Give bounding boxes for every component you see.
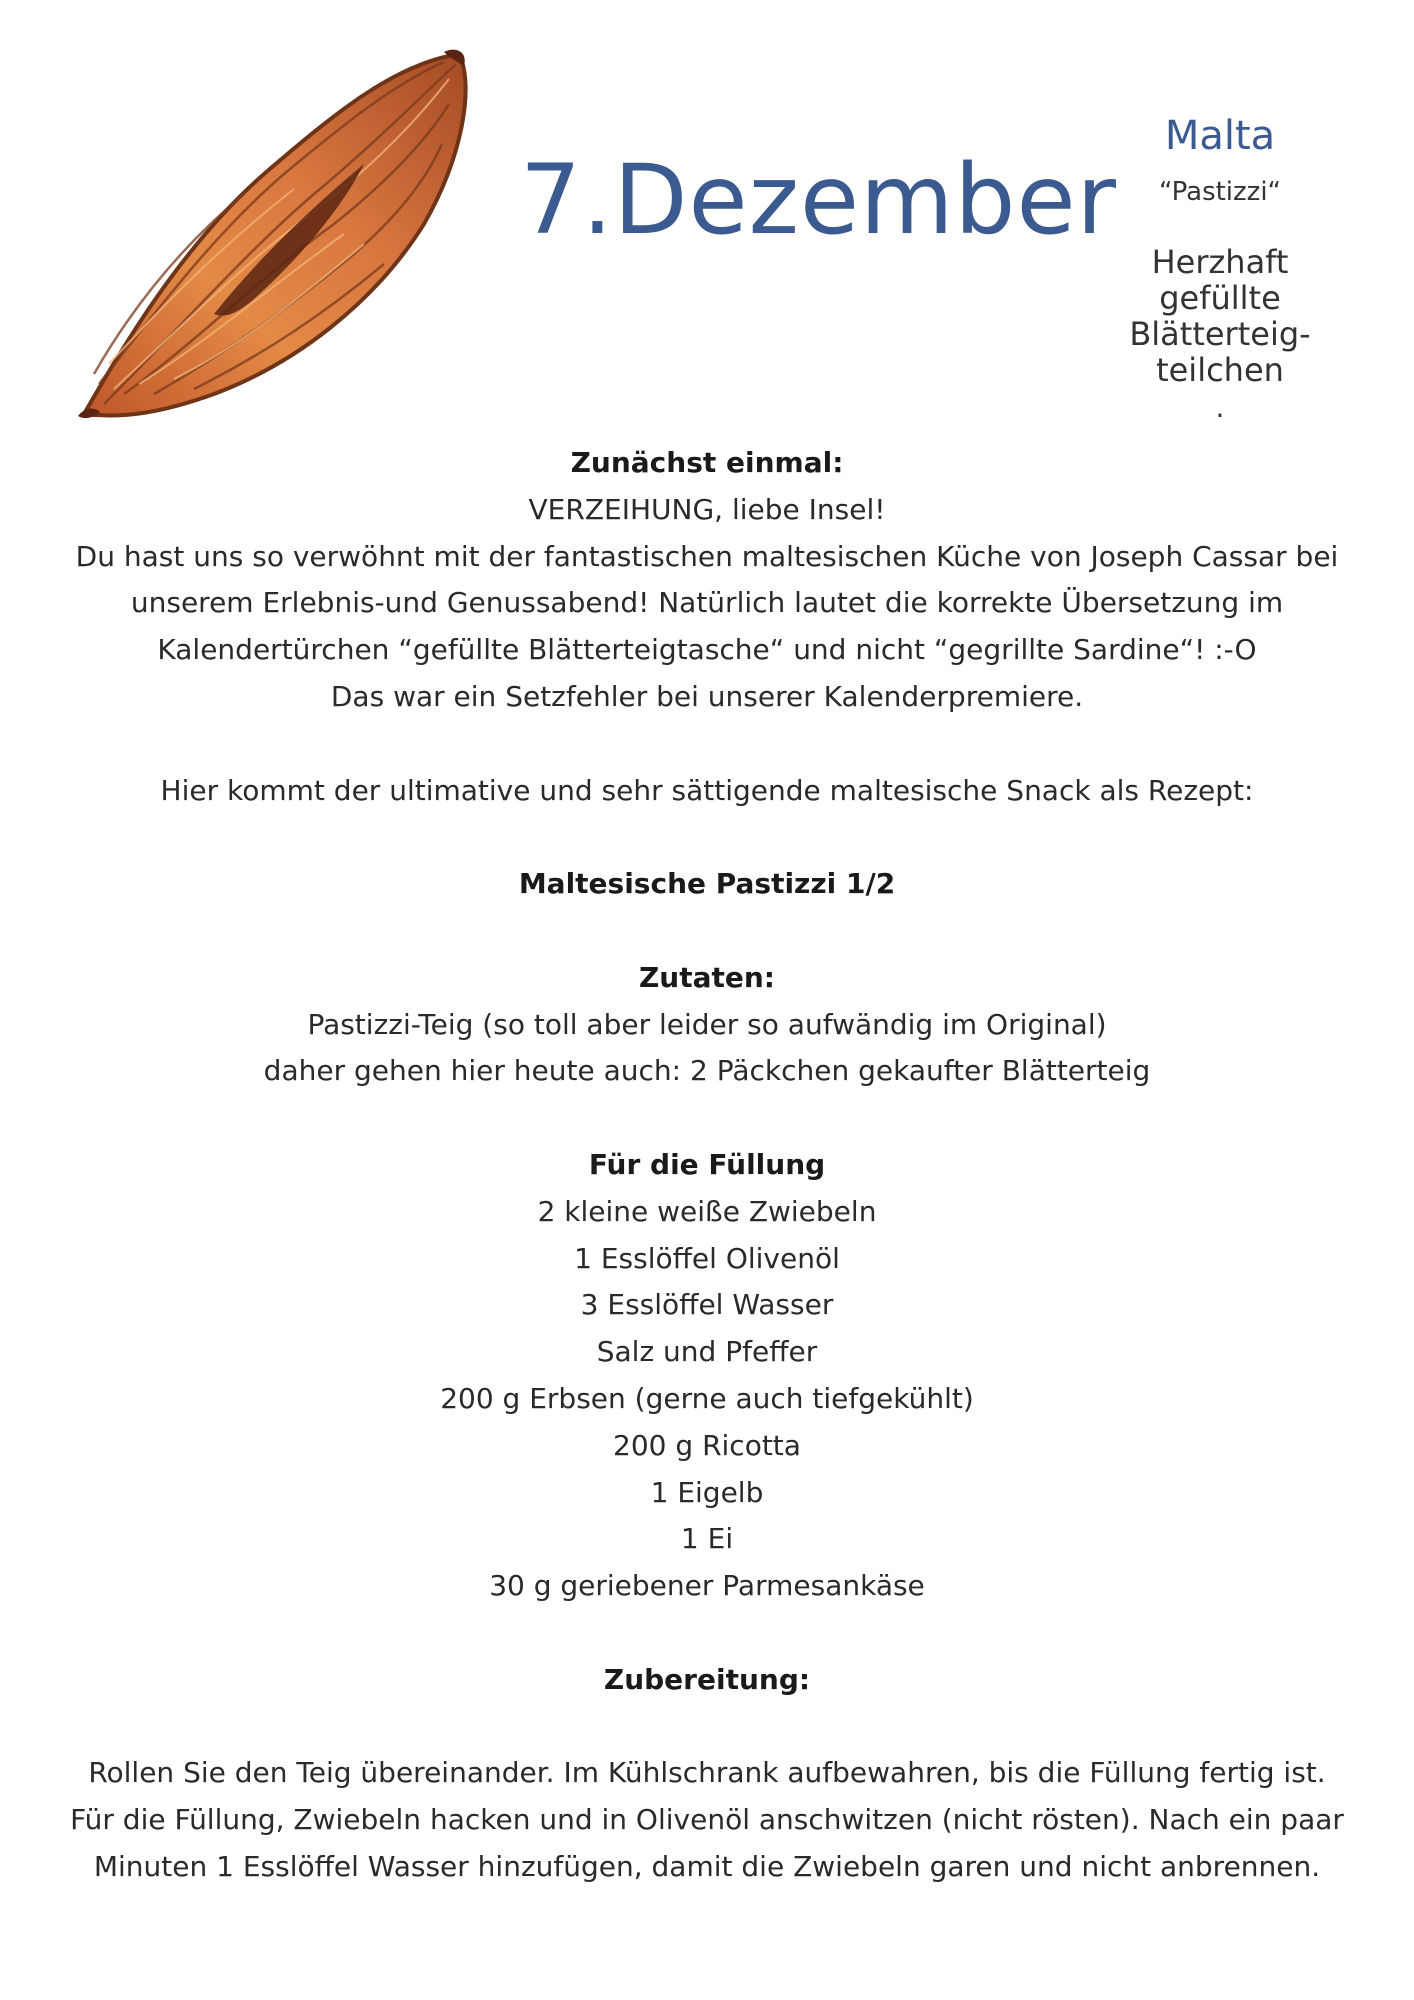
ingredients-heading: Zutaten: <box>638 960 776 994</box>
recipe-content <box>60 440 1354 1891</box>
apology-line: Das war ein Setzfehler bei unserer Kalenderpremiere. <box>330 679 1084 713</box>
filling-item: Salz und Pfeffer <box>596 1335 818 1369</box>
dough-line: daher gehen hier heute auch: 2 Päckchen gekaufter Blätterteig <box>263 1054 1151 1088</box>
dough-line: Pastizzi-Teig (so toll aber leider so aufwändig im Original) <box>307 1007 1107 1041</box>
filling-item: 30 g geriebener Parmesankäse <box>489 1569 925 1603</box>
recipe-intro: Hier kommt der ultimative und sehr sättigende maltesische Snack als Rezept: <box>160 773 1254 807</box>
dish-description-line: Herzhaft <box>1151 243 1289 281</box>
recipe-title: Maltesische Pastizzi 1/2 <box>518 867 896 901</box>
dish-info-panel <box>1100 108 1340 424</box>
apology-line: unserem Erlebnis-und Genussabend! Natürlich lautet die korrekte Übersetzung im <box>130 586 1284 620</box>
dish-description-line: Blätterteig- <box>1129 315 1311 353</box>
spacer <box>60 814 1354 861</box>
preparation-line: Rollen Sie den Teig übereinander. Im Kühlschrank aufbewahren, bis die Füllung fertig ist. <box>88 1756 1326 1790</box>
spacer <box>60 1095 1354 1142</box>
spacer <box>60 1704 1354 1751</box>
filling-heading: Für die Füllung <box>588 1147 826 1181</box>
spacer <box>60 908 1354 955</box>
pastizzi-pastry-illustration <box>64 44 484 424</box>
filling-item: 200 g Ricotta <box>613 1428 801 1462</box>
filling-item: 3 Esslöffel Wasser <box>580 1288 834 1322</box>
filling-item: 2 kleine weiße Zwiebeln <box>537 1194 877 1228</box>
filling-item: 1 Eigelb <box>650 1475 764 1509</box>
dish-description-line: teilchen <box>1156 351 1284 389</box>
dish-name: “Pastizzi“ <box>1158 177 1282 207</box>
dish-description-line: gefüllte <box>1159 279 1281 317</box>
spacer <box>60 1610 1354 1657</box>
apology-line: Du hast uns so verwöhnt mit der fantastischen maltesischen Küche von Joseph Cassar bei <box>75 539 1339 573</box>
dish-description <box>1100 244 1340 388</box>
apology-line: VERZEIHUNG, liebe Insel! <box>528 492 886 526</box>
spacer <box>60 721 1354 768</box>
country-name: Malta <box>1164 113 1276 159</box>
preparation-heading: Zubereitung: <box>603 1662 811 1696</box>
preparation-line: Minuten 1 Esslöffel Wasser hinzufügen, damit die Zwiebeln garen und nicht anbrennen. <box>93 1849 1321 1883</box>
apology-heading: Zunächst einmal: <box>570 446 844 479</box>
filling-item: 1 Ei <box>680 1522 734 1556</box>
date-title: 7.Dezember <box>520 144 1118 256</box>
filling-item: 1 Esslöffel Olivenöl <box>574 1241 840 1275</box>
filling-item: 200 g Erbsen (gerne auch tiefgekühlt) <box>440 1381 974 1415</box>
preparation-line: Für die Füllung, Zwiebeln hacken und in Olivenöl anschwitzen (nicht rösten). Nach ein paar <box>70 1803 1344 1837</box>
dish-description-dot: . <box>1215 391 1225 424</box>
apology-line: Kalendertürchen “gefüllte Blätterteigtasche“ und nicht “gegrillte Sardine“! :-O <box>157 633 1257 667</box>
